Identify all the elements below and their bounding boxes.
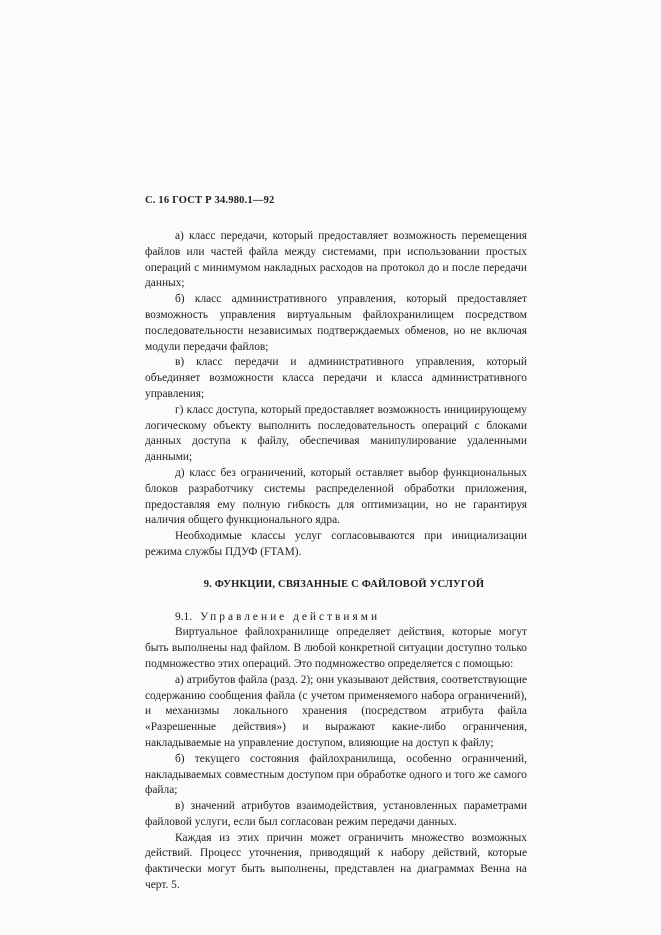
paragraph-venn-diagrams: Каждая из этих причин может ограничить множество возможных действий. Процесс уточнения, приводящий к набору действий, которые фактически могут быть выполнены, представлен на диаграммах Венна на черт. 5.: [145, 831, 527, 892]
paragraph-class-transfer: а) класс передачи, который предоставляет возможность перемещения файлов или частей файла между системами, при использовании простых операций с минимумом накладных расходов на протокол до и после передачи данных;: [145, 230, 527, 290]
paragraph-class-unconstrained: д) класс без ограничений, который оставляет выбор функциональных блоков разработчику системы распределенной обработки приложения, предоставляя ему полную гибкость для оптимизации, но не гарантируя наличия общего функционального ядра.: [145, 466, 527, 527]
subsection-title: Управление действиями: [200, 610, 381, 623]
paragraph-file-attributes: а) атрибутов файла (разд. 2); они указывают действия, соответствующие содержанию сообщения файла (с учетом применяемого набора ограничений), и механизмы локального хранения (посредством атрибута файла «Разрешенные действия») и выражают какие-либо ограничения, накладываемые на управление доступом, влияющие на доступ к файлу;: [145, 673, 527, 749]
paragraph-interaction-attributes: в) значений атрибутов взаимодействия, установленных параметрами файловой услуги, если был согласован режим передачи данных.: [145, 800, 527, 828]
subsection-number: 9.1.: [175, 610, 193, 623]
paragraph-class-access: г) класс доступа, который предоставляет возможность инициирующему логическому объекту выполнить последовательность операций с блоками данных доступа к файлу, обеспечивая манипулирование удаленными данными;: [145, 403, 527, 464]
paragraph-service-classes: Необходимые классы услуг согласовываются при инициализации режима службы ПДУФ (FTAM).: [145, 530, 527, 558]
paragraph-class-transfer-management: в) класс передачи и административного управления, который объединяет возможности класса передачи и класса административного управления;: [145, 356, 527, 400]
paragraph-class-management: б) класс административного управления, который предоставляет возможность управления виртуальным файлохранилищем посредством последовательности независимых подтверждаемых обменов, но не включая модули передачи файлов;: [145, 293, 527, 353]
subsection-heading: [145, 610, 527, 626]
paragraph-filestore-state: б) текущего состояния файлохранилища, особенно ограничений, накладываемых совместным доступом при обработке одного и того же самого файла;: [145, 752, 527, 797]
section-heading: 9. ФУНКЦИИ, СВЯЗАННЫЕ С ФАЙЛОВОЙ УСЛУГОЙ: [203, 578, 485, 590]
paragraph-virtual-filestore: Виртуальное файлохранилище определяет действия, которые могут быть выполнены над файлом. В любой конкретной ситуации доступно только подмножество этих операций. Это подмножество определяется с помощью:: [145, 626, 527, 670]
body-text: [145, 229, 527, 894]
page-header: С. 16 ГОСТ Р 34.980.1—92: [145, 195, 275, 206]
